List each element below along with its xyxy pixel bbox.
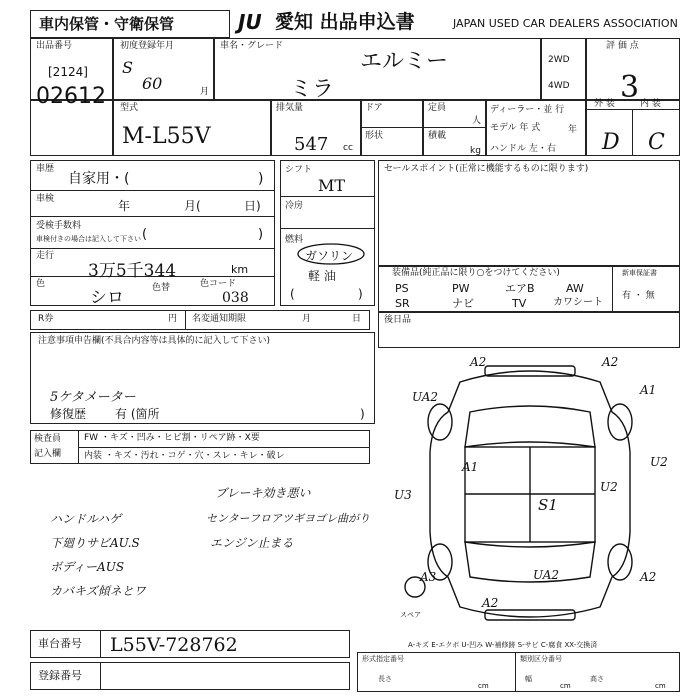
equip-navi: ナビ — [452, 297, 474, 310]
mark-a1-right: A1 — [640, 383, 657, 397]
model-label: 型式 — [120, 103, 139, 113]
capacity-label: 定員 — [428, 103, 447, 113]
storage-label: 車内保管・守衛保管 — [39, 15, 175, 33]
ext-label: 外 装 — [594, 99, 615, 109]
year-label: 年 — [118, 199, 131, 213]
load-label: 積載 — [428, 131, 447, 141]
height-unit: cm — [655, 682, 666, 690]
length-label: 長さ — [378, 675, 392, 683]
name-grade-label: 車名・グレード — [220, 41, 284, 51]
color-change-label: 色替 — [152, 283, 171, 293]
shape-label: 形状 — [365, 131, 384, 141]
color-code: 038 — [222, 290, 249, 306]
shift-value: MT — [318, 176, 346, 195]
shift-label: シフト — [285, 165, 313, 175]
chassis-label: 車台番号 — [38, 637, 82, 650]
handwritten-note-7: カバキズ傾ネとワ — [50, 584, 146, 598]
ac-label: 冷房 — [285, 201, 304, 211]
name-change-month: 月 — [302, 314, 312, 324]
first-reg-year: 60 — [142, 74, 163, 93]
rken-label: R券 — [38, 314, 54, 324]
equip-sr: SR — [395, 297, 410, 310]
mark-u2-right: U2 — [650, 455, 668, 469]
inspector-label1: 検査員 — [34, 434, 62, 444]
equip-airbag: エアB — [505, 282, 535, 295]
equip-leather: カワシート — [553, 297, 603, 308]
handwritten-note-1: ブレーキ効き悪い — [215, 486, 311, 500]
mark-a2-top-right: A2 — [602, 355, 619, 369]
reinspect-note: 車検付きの場合は記入して下さい — [36, 235, 141, 243]
mark-a1-left: A1 — [462, 460, 479, 474]
form-title: 愛知 出品申込書 — [275, 11, 415, 33]
int-grade: C — [648, 130, 665, 155]
mark-a2-top-left: A2 — [470, 355, 487, 369]
lot-label: 出品番号 — [36, 41, 73, 51]
gas-circle-mark — [296, 242, 366, 266]
mark-u2-mid: U2 — [600, 480, 618, 494]
rken-unit: 円 — [168, 314, 178, 324]
handwritten-note-4: 下廻りサビAU.S — [50, 536, 140, 550]
drive-4wd: 4WD — [548, 81, 570, 91]
association-name: JAPAN USED CAR DEALERS ASSOCIATION — [453, 17, 678, 30]
fuel-gas: ガソリン — [305, 249, 354, 263]
history-label: 車歴 — [36, 164, 55, 174]
chassis-value: L55V-728762 — [110, 634, 238, 656]
fuel-diesel: 軽 油 — [308, 269, 336, 283]
history-value: 自家用・( — [68, 171, 130, 187]
int-label: 内 装 — [640, 99, 661, 109]
mileage-unit: km — [231, 263, 249, 276]
warranty-options: 有 ・ 無 — [622, 291, 655, 301]
equip-tv: TV — [512, 297, 527, 310]
month-suffix: 月 — [200, 87, 210, 97]
mileage-label: 走行 — [36, 251, 55, 261]
day-label: 日) — [244, 199, 261, 213]
equip-aw: AW — [566, 282, 584, 295]
type-cert-label: 形式指定番号 — [362, 655, 404, 663]
mileage-value: 3万5千344 — [88, 261, 177, 281]
color-label: 色 — [36, 279, 46, 289]
color-code-label: 色コード — [200, 279, 237, 289]
inspection-label: 車検 — [36, 194, 55, 204]
first-reg-label: 初度登録年月 — [120, 41, 175, 51]
first-reg-era: S — [122, 58, 133, 77]
width-label: 幅 — [525, 675, 532, 683]
regno-label: 登録番号 — [38, 669, 82, 682]
displacement: 547 — [294, 134, 329, 155]
warranty-label: 新車保証書 — [622, 269, 657, 277]
mark-ua2-left: UA2 — [412, 390, 439, 404]
mark-s1-center: S1 — [538, 496, 558, 514]
handle-label: ハンドル 左・右 — [490, 144, 556, 154]
ju-logo: JU — [238, 10, 262, 34]
name-change-day: 日 — [352, 314, 362, 324]
door-label: ドア — [365, 103, 383, 113]
equip-pw: PW — [452, 282, 470, 295]
sales-box — [378, 160, 680, 266]
load-unit: kg — [470, 146, 481, 156]
car-name: エルミー — [360, 49, 449, 74]
inspector-label2: 記入欄 — [34, 449, 62, 459]
repair-close: ) — [360, 407, 365, 421]
eval-label: 評 価 点 — [606, 41, 639, 51]
mark-a3-left: A3 — [420, 570, 437, 584]
handwritten-note-2: ハンドルハゲ — [50, 512, 122, 526]
rear-box — [378, 312, 680, 348]
fuel-paren-close: ) — [358, 287, 363, 301]
drive-2wd: 2WD — [548, 55, 570, 65]
height-label: 高さ — [590, 675, 604, 683]
equip-ps: PS — [395, 282, 409, 295]
color-value: シロ — [90, 288, 124, 308]
capacity-unit: 人 — [472, 116, 482, 126]
mark-u3-left: U3 — [394, 488, 412, 502]
storage-label-box — [30, 10, 230, 38]
model-year-unit: 年 — [568, 125, 578, 135]
mark-a2-right-bottom: A2 — [640, 570, 657, 584]
exterior-row: FW ・キズ・凹み・ヒビ割・リペア跡・X要 — [84, 433, 260, 443]
grade: ミラ — [290, 77, 335, 102]
repair-value: 有 (箇所 — [115, 407, 160, 421]
dealer-label: ディーラー・並 行 — [490, 105, 565, 115]
repair-label: 修復歴 — [50, 407, 87, 421]
rear-label: 後日品 — [384, 315, 412, 325]
spare-label: スペア — [400, 611, 421, 619]
lot-sub: [2124] — [48, 65, 88, 79]
ext-grade: D — [602, 130, 620, 155]
disp-label: 排気量 — [276, 103, 304, 113]
reinspect-paren-open: ( — [142, 227, 148, 242]
notes-line1: 5ケタメーター — [50, 390, 136, 405]
sales-label: セールスポイント(正常に機能するものに限ります) — [384, 164, 589, 174]
model-year-label: モデル 年 式 — [490, 123, 541, 133]
disp-unit: cc — [343, 143, 353, 153]
spec-box — [357, 652, 680, 692]
reinspect-label: 受検手数料 — [36, 221, 82, 231]
history-close: ) — [258, 171, 264, 187]
handwritten-note-3: センターフロアツギヨゴレ曲がり — [206, 512, 371, 525]
month-label: 月( — [184, 199, 201, 213]
model-code: M-L55V — [122, 124, 211, 149]
handwritten-note-5: エンジン止まる — [210, 536, 294, 550]
fuel-label: 燃料 — [285, 235, 304, 245]
mark-ua2-bottom: UA2 — [533, 568, 560, 582]
handwritten-note-6: ボディーAUS — [50, 560, 125, 574]
lot-number: 02612 — [36, 84, 106, 109]
fuel-paren-open: ( — [290, 287, 295, 301]
class-label: 類別区分番号 — [520, 655, 562, 663]
name-change-label: 名変通知期限 — [192, 314, 247, 324]
mark-a2-bottom: A2 — [482, 596, 499, 610]
interior-row: 内装 ・キズ・汚れ・コゲ・穴・スレ・キレ・破レ — [84, 451, 285, 461]
notes-header: 注意事項申告欄(不具合内容等は具体的に記入して下さい) — [38, 336, 271, 346]
length-unit: cm — [478, 682, 489, 690]
reinspect-paren-close: ) — [258, 227, 264, 242]
damage-legend: A-キズ E-エクボ U-凹み W-補修跡 S-サビ C-腐食 XX-交換済 — [408, 641, 598, 649]
width-unit: cm — [560, 682, 571, 690]
eval-score: 3 — [620, 70, 640, 105]
equip-title: 装備品(純正品に限り○をつけてください) — [392, 268, 560, 278]
